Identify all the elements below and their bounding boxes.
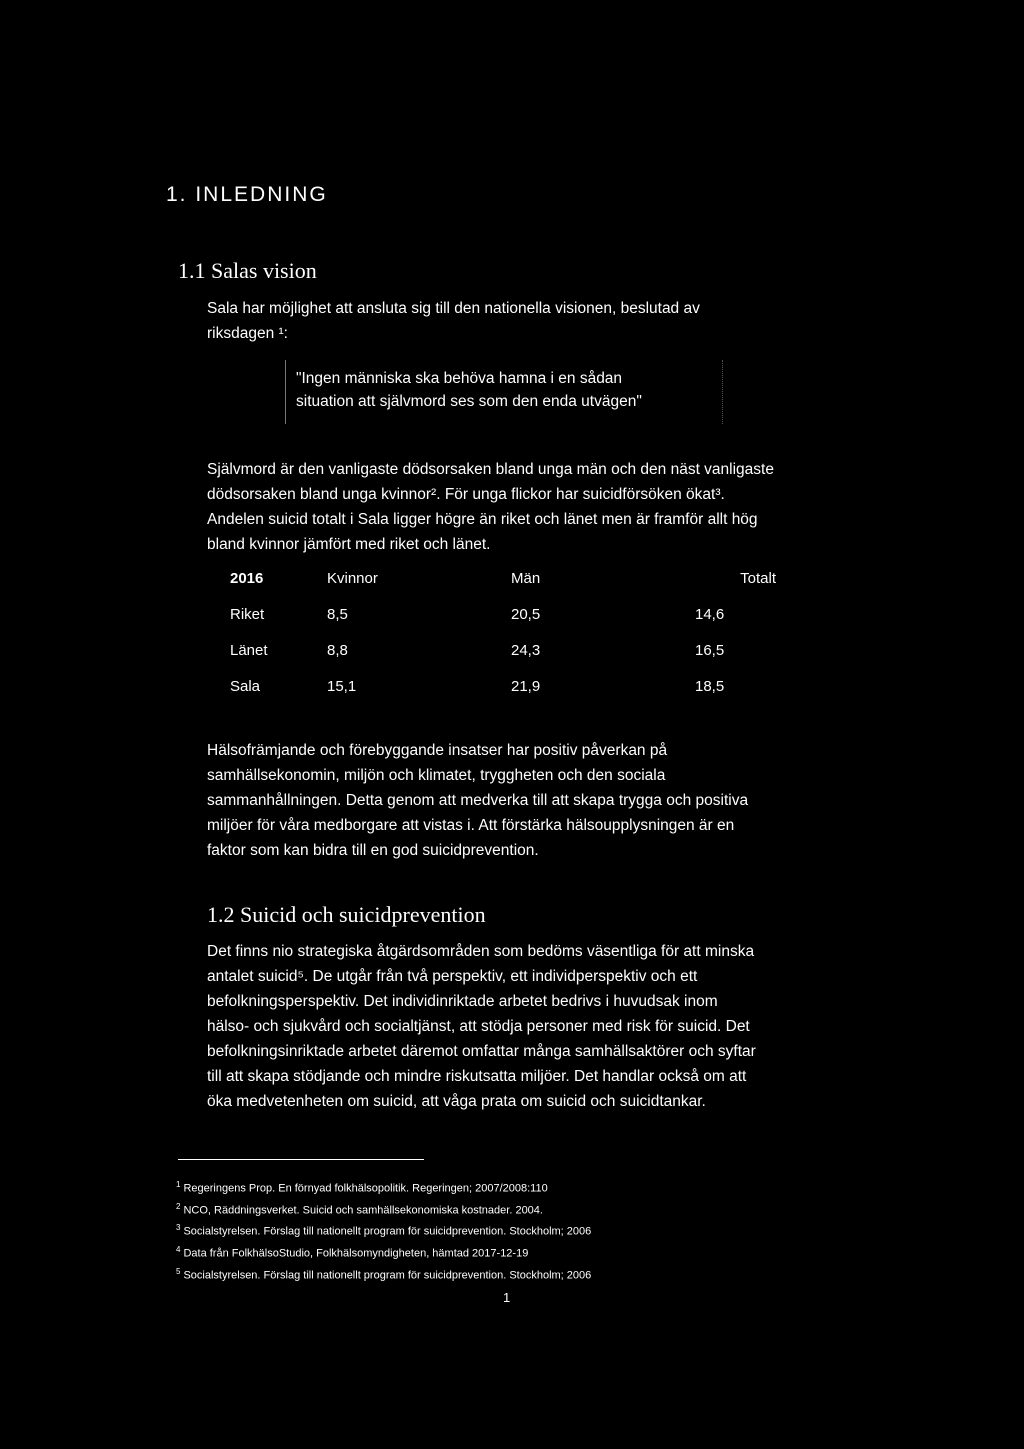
cell-total: 14,6 [695, 605, 725, 623]
paragraph-line: Hälsofrämjande och förebyggande insatser har positiv påverkan på [207, 742, 668, 759]
section-heading-vision: 1.1 Salas vision [178, 258, 317, 283]
paragraph-line: bland kvinnor jämfört med riket och länet. [207, 536, 491, 553]
suicide-paragraph [207, 457, 774, 557]
prevention-paragraph [207, 939, 756, 1114]
cell-total: 16,5 [695, 641, 725, 659]
footnote [176, 1198, 591, 1220]
footnotes [176, 1176, 591, 1284]
footnote-divider [178, 1159, 424, 1160]
quote-line: "Ingen människa ska behöva hamna i en sådan [296, 370, 623, 387]
cell-men: 21,9 [511, 677, 541, 695]
footnote-text: Socialstyrelsen. Förslag till nationellt program för suicidprevention. Stockholm; 2006 [183, 1225, 592, 1238]
footnote-text: Data från FolkhälsoStudio, Folkhälsomyndigheten, hämtad 2017-12-19 [183, 1247, 529, 1260]
paragraph-line: öka medvetenheten om suicid, att våga prata om suicid och suicidtankar. [207, 1093, 706, 1110]
paragraph-line: Andelen suicid totalt i Sala ligger högre än riket och länet men är framför allt hög [207, 511, 758, 528]
row-label: Sala [230, 677, 261, 695]
cell-women: 8,5 [327, 605, 348, 623]
row-label: Riket [230, 605, 265, 623]
footnote [176, 1176, 591, 1198]
paragraph-line: faktor som kan bidra till en god suicidprevention. [207, 842, 539, 859]
footnote [176, 1219, 591, 1241]
header-men: Män [511, 569, 541, 587]
cell-women: 15,1 [327, 677, 357, 695]
intro-line: Sala har möjlighet att ansluta sig till den nationella visionen, beslutad av [207, 300, 700, 317]
suicide-rate-table [230, 560, 776, 704]
table-row [230, 668, 776, 704]
chapter-title: 1. INLEDNING [166, 183, 328, 206]
footnote [176, 1241, 591, 1263]
quote-line: situation att självmord ses som den enda utvägen" [296, 393, 642, 410]
paragraph-line: miljöer för våra medborgare att vistas i. Att förstärka hälsoupplysningen är en [207, 817, 735, 834]
intro-paragraph [207, 296, 700, 346]
footnote-mark: 2 [176, 1201, 181, 1211]
paragraph-line: Det finns nio strategiska åtgärdsområden som bedöms väsentliga för att minska [207, 943, 755, 960]
paragraph-line: dödsorsaken bland unga kvinnor². För unga flickor har suicidförsöken ökat³. [207, 486, 725, 503]
footnote-mark: 4 [176, 1244, 181, 1254]
paragraph-line: samhällsekonomin, miljön och klimatet, tryggheten och den sociala [207, 767, 666, 784]
row-label: Länet [230, 641, 268, 659]
paragraph-line: befolkningsperspektiv. Det individinriktade arbetet bedrivs i huvudsak inom [207, 993, 718, 1010]
cell-total: 18,5 [695, 677, 725, 695]
footnote-text: NCO, Räddningsverket. Suicid och samhällsekonomiska kostnader. 2004. [183, 1204, 543, 1217]
paragraph-line: Självmord är den vanligaste dödsorsaken bland unga män och den näst vanligaste [207, 461, 774, 478]
page-number: 1 [503, 1290, 511, 1305]
header-year: 2016 [230, 569, 264, 587]
paragraph-line: befolkningsinriktade arbetet däremot omfattar många samhällsaktörer och syftar [207, 1043, 756, 1060]
footnote [176, 1263, 591, 1285]
footnote-text: Regeringens Prop. En förnyad folkhälsopolitik. Regeringen; 2007/2008:110 [183, 1182, 548, 1195]
intro-line: riksdagen ¹: [207, 325, 288, 342]
footnote-mark: 5 [176, 1266, 181, 1276]
cell-men: 24,3 [511, 641, 541, 659]
footnote-mark: 3 [176, 1223, 181, 1233]
header-total: Totalt [740, 569, 776, 587]
table-row [230, 596, 776, 632]
paragraph-line: sammanhållningen. Detta genom att medverka till att skapa trygga och positiva [207, 792, 749, 809]
health-paragraph [207, 738, 748, 863]
cell-men: 20,5 [511, 605, 541, 623]
footnote-text: Socialstyrelsen. Förslag till nationellt program för suicidprevention. Stockholm; 2006 [183, 1269, 592, 1282]
section-heading-prevention: 1.2 Suicid och suicidprevention [207, 902, 486, 927]
paragraph-line: antalet suicid⁵. De utgår från två perspektiv, ett individperspektiv och ett [207, 968, 698, 985]
footnote-mark: 1 [176, 1180, 181, 1189]
cell-women: 8,8 [327, 641, 348, 659]
table-row [230, 632, 776, 668]
vision-quote [296, 367, 716, 413]
header-women: Kvinnor [327, 569, 378, 587]
table-header-row [230, 560, 776, 596]
paragraph-line: till att skapa stödjande och mindre riskutsatta miljöer. Det handlar också om att [207, 1068, 747, 1085]
paragraph-line: hälso- och sjukvård och socialtjänst, att stödja personer med risk för suicid. Det [207, 1018, 750, 1035]
